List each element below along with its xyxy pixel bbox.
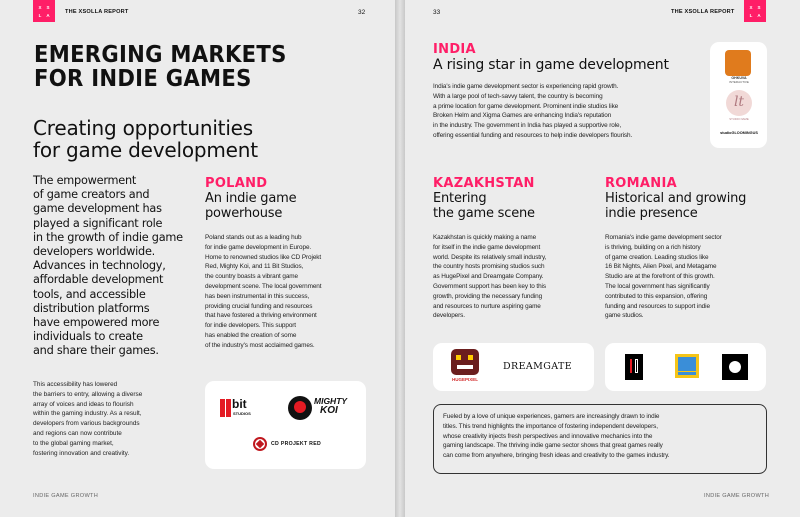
xsolla-logo-badge [744,0,766,22]
page-number: 32 [358,9,366,16]
kazakhstan-section [433,176,603,321]
heading-line: An indie game [205,191,297,206]
text-line: for indie developers. This support [205,322,296,330]
romania-heading [605,191,785,221]
heading-line: indie presence [605,206,698,221]
text-line: developers worldwide. [33,245,155,259]
sixteen-bit-nights-logo [625,354,643,380]
section-heading [33,117,258,161]
badge-letter: L [38,12,42,18]
text-line: the country hosts promising studios such [433,263,545,271]
text-line: array of voices and ideas to flourish [33,400,134,408]
text-line: game development has [33,202,162,216]
hugepixel-logo-text: HUGEPIXEL [451,377,478,382]
report-title: THE XSOLLA REPORT [671,9,735,15]
text-line: providing crucial funding and resources [205,302,313,310]
text-line: Advances in technology, [33,259,166,273]
text-line: of game creation. Leading studios like [605,253,709,261]
text-line: Broken Helm and Xigma Games are enhancing India's reputation [433,112,612,120]
text-line: for itself in the indie game development [433,243,541,251]
badge-letter: X [38,4,42,10]
text-line: Government support has been key to this [433,282,546,290]
page-title-line: FOR INDIE GAMES [34,66,252,92]
eleven-bit-logo-text: bit [232,397,247,411]
section-heading-line: Creating opportunities [33,116,253,140]
eleven-bit-logo [220,397,260,421]
text-line: is thriving, building on a rich history [605,243,701,251]
country-label: ROMANIA [605,176,677,191]
callout-box [433,404,767,474]
badge-letter: L [749,12,753,18]
cd-projekt-red-text: CD PROJEKT RED [271,441,322,447]
alien-pixel-logo [675,354,699,378]
text-line: in the industry. The government in India has played a supportive role, [433,122,622,130]
left-page [0,0,395,517]
text-line: Kazakhstan is quickly making a name [433,234,537,241]
text-line: within the gaming industry. As a result, [33,410,142,418]
heading-line: the game scene [433,206,535,221]
text-line: Red, Mighty Koi, and 11 Bit Studios, [205,263,304,271]
lt-studio-logo: lt [726,90,752,116]
text-line: whose creativity injects fresh perspectives and innovative mechanics into the [443,432,653,440]
text-line: fostering innovation and creativity. [33,449,130,457]
kazakhstan-heading [433,191,603,221]
right-page [405,0,800,517]
text-line: 16 Bit Nights, Alien Pixel, and Metagame [605,263,717,271]
text-line: as HugePixel and Dreamgate Company. [433,273,544,281]
romania-body [605,233,785,321]
text-line: played a significant role [33,216,163,230]
country-label: POLAND [205,176,268,191]
text-line: The empowerment [33,174,137,187]
text-line: developers. [433,312,465,320]
india-section [433,42,723,141]
book-gutter [395,0,405,517]
ohkuva-logo [725,50,751,76]
lt-studio-logo-subtext: STUDIO NAME [729,117,749,121]
metagame-studio-logo [722,354,748,380]
text-line: Poland stands out as a leading hub [205,234,302,241]
callout-text [443,412,757,461]
poland-section [205,176,385,351]
text-line: and share their games. [33,344,159,358]
footer-label: INDIE GAME GROWTH [704,493,770,499]
badge-letter: S [46,4,50,10]
text-line: and resources to nurture aspiring game [433,302,541,310]
ohkuva-logo-text: OHKUVA [731,76,747,80]
text-line: Studio are at the forefront of this growth. [605,273,715,281]
text-line: have empowered more [33,316,160,330]
text-line: funding and resources to support indie [605,302,710,310]
eleven-bit-logo-subtext: STUDIOS [233,411,251,416]
text-line: and regions can now contribute [33,429,122,437]
text-line: in the growth of indie game [33,230,183,244]
heading-line: Entering [433,191,487,206]
badge-letter: A [46,12,50,18]
mighty-koi-logo [288,393,358,423]
text-line: can come from anywhere, bringing fresh ideas and creativity to the games industry. [443,452,670,460]
text-line: has been instrumental in this success, [205,292,310,300]
text-line: The local government has significantly [605,282,710,290]
text-line: Fueled by a love of unique experiences, gamers are increasingly drawn to indie [443,413,660,420]
romania-section [605,176,785,321]
text-line: has enabled the creation of some [205,331,297,339]
heading-line: Historical and growing [605,191,747,206]
page-number: 33 [433,9,441,16]
poland-logos-card [205,381,366,469]
text-line: individuals to create [33,330,143,344]
poland-body [205,233,385,351]
dreamgate-logo: DREAMGATE [503,361,573,372]
text-line: that have fostered a thriving environment [205,312,317,320]
text-line: This accessibility has lowered [33,381,118,388]
text-line: game studios. [605,312,644,320]
poland-heading [205,191,385,221]
india-body [433,82,723,141]
footer-label: INDIE GAME GROWTH [33,493,99,499]
badge-letter: A [757,12,761,18]
badge-letter: X [749,4,753,10]
badge-letter: S [757,4,761,10]
report-title: THE XSOLLA REPORT [65,9,129,15]
text-line: gaming landscape. The thriving indie game sector shows that great games really [443,442,663,450]
text-line: to the global gaming market, [33,439,114,447]
country-label: INDIA [433,42,476,57]
heading-line: powerhouse [205,206,283,221]
india-heading: A rising star in game development [433,57,669,73]
text-line: of the industry's most acclaimed games. [205,341,315,349]
mighty-koi-text-bottom: KOI [320,405,338,416]
xsolla-logo-badge [33,0,55,22]
text-line: of game creators and [33,188,150,202]
studio-logo-text: studioGLOOMINGUS [720,131,758,135]
text-line: for indie game development in Europe. [205,243,312,251]
text-line: With a large pool of tech-savvy talent, the country is becoming [433,92,603,100]
text-line: growth, providing the necessary funding [433,292,543,300]
page-title [34,43,287,91]
text-line: contributed to this expansion, offering [605,292,708,300]
text-line: the barriers to entry, allowing a diverse [33,390,143,398]
text-line: a prime location for game development. Prominent indie studios like [433,102,619,110]
hugepixel-logo [451,349,479,375]
text-line: India's indie game development sector is experiencing rapid growth. [433,83,619,90]
india-logos-card [710,42,767,148]
text-line: development scene. The local government [205,282,322,290]
section-heading-line: for game development [33,138,258,162]
kazakhstan-body [433,233,603,321]
romania-logos-card [605,343,766,391]
text-line: tools, and accessible [33,287,146,301]
page-title-line: EMERGING MARKETS [34,42,287,68]
text-line: the country boasts a vibrant game [205,273,298,281]
text-line: developers from various backgrounds [33,420,140,428]
text-line: offering essential funding and resources to help indie developers flourish. [433,131,633,139]
lead-paragraph [33,174,201,359]
cd-projekt-red-logo [253,437,333,457]
text-line: distribution platforms [33,301,150,315]
text-line: affordable development [33,273,164,287]
text-line: Home to renowned studios like CD Projekt [205,253,322,261]
kazakhstan-logos-card [433,343,594,391]
country-label: KAZAKHSTAN [433,176,535,191]
intro-paragraph [33,380,203,458]
text-line: titles. This trend highlights the importance of fostering independent developers, [443,422,658,430]
mighty-koi-text-top: MIGHTY [314,396,348,406]
text-line: Romania's indie game development sector [605,234,722,241]
ohkuva-logo-subtext: INTERACTIVE [729,80,749,84]
text-line: world. Despite its relatively small industry, [433,253,547,261]
